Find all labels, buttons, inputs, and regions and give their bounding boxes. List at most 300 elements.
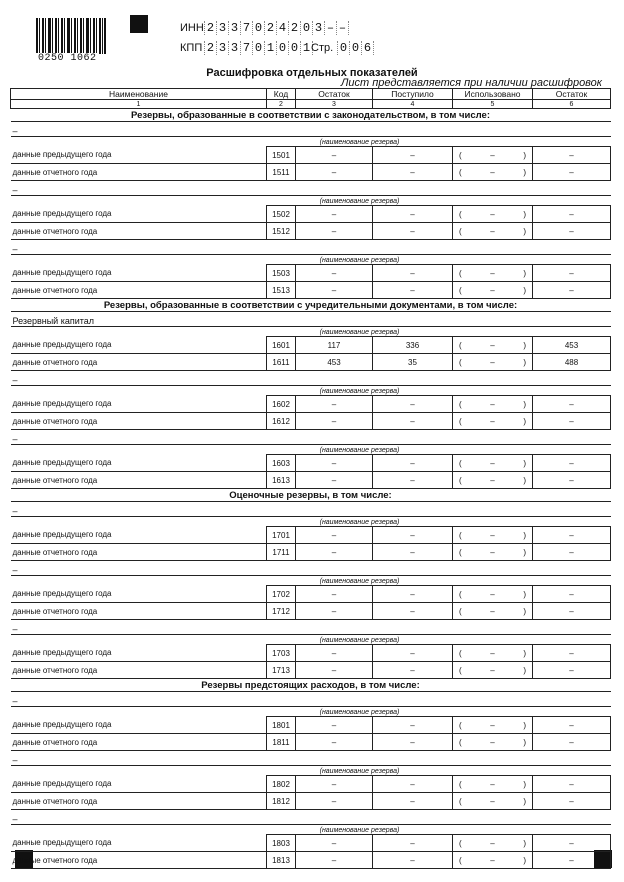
row-label: данные отчетного года — [11, 164, 267, 181]
table-row — [11, 776, 611, 793]
row-code: 1701 — [267, 527, 296, 544]
opening-balance: – — [296, 717, 373, 734]
closing-balance: – — [533, 164, 611, 181]
received-amount: 35 — [373, 354, 453, 371]
row-label: данные отчетного года — [11, 852, 267, 869]
digit-cell: 0 — [349, 41, 361, 55]
reserve-name-row — [11, 620, 611, 635]
paren-close: ) — [523, 150, 526, 160]
reserve-caption-row — [11, 255, 611, 265]
table-row — [11, 852, 611, 869]
reserve-name-row — [11, 751, 611, 766]
paren-close: ) — [523, 838, 526, 848]
row-label: данные предыдущего года — [11, 835, 267, 852]
reserve-caption: (наименование резерва) — [267, 386, 453, 396]
used-amount: – — [490, 357, 495, 367]
paren-close: ) — [523, 416, 526, 426]
digit-cell: 3 — [216, 21, 228, 35]
reserve-name-row — [11, 181, 611, 196]
closing-balance: – — [533, 734, 611, 751]
table-column-numbers — [11, 100, 611, 109]
opening-balance: – — [296, 776, 373, 793]
paren-close: ) — [523, 530, 526, 540]
row-label: данные отчетного года — [11, 223, 267, 240]
row-code: 1503 — [267, 265, 296, 282]
section-title-row — [11, 489, 611, 502]
paren-close: ) — [523, 285, 526, 295]
paren-open: ( — [459, 606, 462, 616]
caption-spacer — [453, 445, 611, 455]
digit-cell: 3 — [228, 21, 240, 35]
registration-mark-top — [130, 15, 148, 33]
reserve-name-row — [11, 561, 611, 576]
digit-cell: 7 — [240, 21, 252, 35]
reserve-caption: (наименование резерва) — [267, 825, 453, 835]
paren-close: ) — [523, 796, 526, 806]
opening-balance: – — [296, 527, 373, 544]
caption-spacer — [453, 825, 611, 835]
closing-balance: – — [533, 147, 611, 164]
paren-close: ) — [523, 357, 526, 367]
row-label: данные отчетного года — [11, 282, 267, 299]
digit-cell: 7 — [240, 41, 252, 55]
section-title: Резервы, образованные в соответствии с законодательством, в том числе: — [11, 109, 611, 122]
digit-cell: 2 — [288, 21, 300, 35]
caption-spacer — [11, 635, 267, 645]
used-amount: – — [490, 340, 495, 350]
paren-open: ( — [459, 167, 462, 177]
paren-close: ) — [523, 779, 526, 789]
reserve-name-row — [11, 371, 611, 386]
received-amount: – — [373, 527, 453, 544]
paren-open: ( — [459, 226, 462, 236]
received-amount: 336 — [373, 337, 453, 354]
received-amount: – — [373, 734, 453, 751]
digit-cell: – — [336, 21, 349, 35]
row-code: 1702 — [267, 586, 296, 603]
received-amount: – — [373, 852, 453, 869]
table-row — [11, 265, 611, 282]
reserve-name: – — [11, 561, 611, 576]
closing-balance: – — [533, 717, 611, 734]
closing-balance: – — [533, 835, 611, 852]
opening-balance: – — [296, 586, 373, 603]
table-row — [11, 662, 611, 679]
paren-close: ) — [523, 855, 526, 865]
paren-close: ) — [523, 720, 526, 730]
reserve-caption-row — [11, 196, 611, 206]
paren-close: ) — [523, 589, 526, 599]
used-amount-cell — [453, 717, 533, 734]
used-amount: – — [490, 530, 495, 540]
used-amount-cell — [453, 472, 533, 489]
closing-balance: – — [533, 544, 611, 561]
row-code: 1803 — [267, 835, 296, 852]
received-amount: – — [373, 455, 453, 472]
row-label: данные предыдущего года — [11, 776, 267, 793]
used-amount-cell — [453, 354, 533, 371]
caption-spacer — [11, 255, 267, 265]
paren-close: ) — [523, 226, 526, 236]
row-label: данные отчетного года — [11, 662, 267, 679]
table-row — [11, 603, 611, 620]
paren-open: ( — [459, 268, 462, 278]
received-amount: – — [373, 835, 453, 852]
digit-cell: – — [324, 21, 336, 35]
row-code: 1613 — [267, 472, 296, 489]
used-amount: – — [490, 737, 495, 747]
opening-balance: – — [296, 147, 373, 164]
row-code: 1511 — [267, 164, 296, 181]
opening-balance: – — [296, 396, 373, 413]
closing-balance: – — [533, 472, 611, 489]
used-amount-cell — [453, 544, 533, 561]
closing-balance: – — [533, 852, 611, 869]
reserve-name: – — [11, 371, 611, 386]
row-code: 1711 — [267, 544, 296, 561]
reserve-name: – — [11, 502, 611, 517]
received-amount: – — [373, 164, 453, 181]
used-amount: – — [490, 209, 495, 219]
paren-open: ( — [459, 838, 462, 848]
row-code: 1802 — [267, 776, 296, 793]
row-code: 1612 — [267, 413, 296, 430]
row-label: данные предыдущего года — [11, 265, 267, 282]
paren-open: ( — [459, 357, 462, 367]
opening-balance: – — [296, 662, 373, 679]
paren-open: ( — [459, 416, 462, 426]
row-label: данные предыдущего года — [11, 455, 267, 472]
row-label: данные отчетного года — [11, 544, 267, 561]
used-amount-cell — [453, 396, 533, 413]
col-header-received: Поступило — [373, 89, 453, 100]
row-code: 1712 — [267, 603, 296, 620]
reserve-caption: (наименование резерва) — [267, 766, 453, 776]
row-code: 1812 — [267, 793, 296, 810]
closing-balance: – — [533, 645, 611, 662]
caption-spacer — [453, 766, 611, 776]
section-title-row — [11, 679, 611, 692]
used-amount: – — [490, 589, 495, 599]
used-amount-cell — [453, 455, 533, 472]
digit-cell: 1 — [264, 41, 276, 55]
used-amount: – — [490, 475, 495, 485]
table-row — [11, 455, 611, 472]
reserve-caption-row — [11, 707, 611, 717]
col-header-code: Код — [267, 89, 296, 100]
row-label: данные предыдущего года — [11, 717, 267, 734]
digit-cell: 0 — [276, 41, 288, 55]
opening-balance: – — [296, 413, 373, 430]
page-number-digits — [337, 41, 374, 55]
col-header-opening: Остаток — [296, 89, 373, 100]
table-row — [11, 164, 611, 181]
reserve-caption-row — [11, 327, 611, 337]
closing-balance: – — [533, 455, 611, 472]
inn-digits — [204, 21, 349, 35]
caption-spacer — [453, 196, 611, 206]
row-code: 1611 — [267, 354, 296, 371]
table-row — [11, 396, 611, 413]
row-code: 1811 — [267, 734, 296, 751]
caption-spacer — [11, 327, 267, 337]
closing-balance: – — [533, 793, 611, 810]
used-amount-cell — [453, 852, 533, 869]
row-label: данные предыдущего года — [11, 206, 267, 223]
opening-balance: 453 — [296, 354, 373, 371]
used-amount-cell — [453, 282, 533, 299]
used-amount: – — [490, 416, 495, 426]
received-amount: – — [373, 413, 453, 430]
section-title-row — [11, 109, 611, 122]
row-code: 1603 — [267, 455, 296, 472]
paren-open: ( — [459, 665, 462, 675]
used-amount: – — [490, 547, 495, 557]
reserve-caption: (наименование резерва) — [267, 445, 453, 455]
used-amount-cell — [453, 793, 533, 810]
barcode — [36, 18, 106, 56]
caption-spacer — [453, 137, 611, 147]
table-row — [11, 223, 611, 240]
used-amount: – — [490, 855, 495, 865]
reserves-table — [10, 88, 611, 869]
opening-balance: – — [296, 455, 373, 472]
used-amount-cell — [453, 265, 533, 282]
digit-cell: 1 — [300, 41, 313, 55]
col-number: 3 — [296, 100, 373, 109]
used-amount-cell — [453, 337, 533, 354]
used-amount: – — [490, 648, 495, 658]
paren-open: ( — [459, 796, 462, 806]
closing-balance: – — [533, 206, 611, 223]
reserve-name-row — [11, 502, 611, 517]
caption-spacer — [453, 707, 611, 717]
used-amount: – — [490, 399, 495, 409]
used-amount-cell — [453, 413, 533, 430]
section-title: Оценочные резервы, в том числе: — [11, 489, 611, 502]
row-code: 1502 — [267, 206, 296, 223]
table-row — [11, 206, 611, 223]
closing-balance: – — [533, 662, 611, 679]
used-amount-cell — [453, 223, 533, 240]
row-label: данные отчетного года — [11, 734, 267, 751]
paren-open: ( — [459, 779, 462, 789]
page-subtitle: Лист представляется при наличии расшифровок — [340, 77, 602, 89]
table-row — [11, 472, 611, 489]
inn-label: ИНН — [180, 22, 204, 34]
closing-balance: – — [533, 527, 611, 544]
reserve-caption: (наименование резерва) — [267, 576, 453, 586]
reserve-name: Резервный капитал — [11, 312, 611, 327]
row-code: 1602 — [267, 396, 296, 413]
closing-balance: – — [533, 586, 611, 603]
row-label: данные отчетного года — [11, 603, 267, 620]
row-label: данные предыдущего года — [11, 337, 267, 354]
row-code: 1703 — [267, 645, 296, 662]
row-code: 1513 — [267, 282, 296, 299]
closing-balance: – — [533, 223, 611, 240]
digit-cell: 0 — [252, 41, 264, 55]
used-amount: – — [490, 720, 495, 730]
opening-balance: 117 — [296, 337, 373, 354]
kpp-label: КПП — [180, 42, 203, 54]
digit-cell: 3 — [216, 41, 228, 55]
table-row — [11, 413, 611, 430]
used-amount-cell — [453, 164, 533, 181]
used-amount: – — [490, 285, 495, 295]
table-row — [11, 586, 611, 603]
reserve-name-row — [11, 810, 611, 825]
digit-cell: 2 — [204, 41, 216, 55]
reserve-caption: (наименование резерва) — [267, 635, 453, 645]
table-row — [11, 734, 611, 751]
digit-cell: 3 — [312, 21, 324, 35]
reserve-caption: (наименование резерва) — [267, 255, 453, 265]
col-header-used: Использовано — [453, 89, 533, 100]
paren-open: ( — [459, 720, 462, 730]
opening-balance: – — [296, 282, 373, 299]
digit-cell: 3 — [228, 41, 240, 55]
reserve-name: – — [11, 810, 611, 825]
barcode-number: 0250 1062 — [38, 53, 97, 64]
opening-balance: – — [296, 206, 373, 223]
received-amount: – — [373, 147, 453, 164]
opening-balance: – — [296, 852, 373, 869]
row-code: 1713 — [267, 662, 296, 679]
reserve-name: – — [11, 181, 611, 196]
paren-close: ) — [523, 606, 526, 616]
digit-cell: 2 — [264, 21, 276, 35]
table-row — [11, 282, 611, 299]
caption-spacer — [11, 196, 267, 206]
paren-open: ( — [459, 737, 462, 747]
page-title: Расшифровка отдельных показателей — [206, 67, 418, 79]
row-code: 1501 — [267, 147, 296, 164]
used-amount: – — [490, 606, 495, 616]
caption-spacer — [11, 445, 267, 455]
received-amount: – — [373, 603, 453, 620]
caption-spacer — [11, 707, 267, 717]
opening-balance: – — [296, 265, 373, 282]
used-amount-cell — [453, 776, 533, 793]
digit-cell: 0 — [252, 21, 264, 35]
paren-close: ) — [523, 648, 526, 658]
reserve-name: – — [11, 430, 611, 445]
digit-cell: 6 — [361, 41, 374, 55]
section-title: Резервы предстоящих расходов, в том числе: — [11, 679, 611, 692]
reserve-caption-row — [11, 137, 611, 147]
paren-close: ) — [523, 547, 526, 557]
reserve-name: – — [11, 751, 611, 766]
closing-balance: – — [533, 396, 611, 413]
col-number: 5 — [453, 100, 533, 109]
used-amount: – — [490, 665, 495, 675]
opening-balance: – — [296, 223, 373, 240]
opening-balance: – — [296, 793, 373, 810]
reserve-name: – — [11, 692, 611, 707]
paren-close: ) — [523, 399, 526, 409]
used-amount: – — [490, 838, 495, 848]
paren-close: ) — [523, 475, 526, 485]
table-row — [11, 544, 611, 561]
caption-spacer — [11, 576, 267, 586]
paren-close: ) — [523, 209, 526, 219]
caption-spacer — [11, 386, 267, 396]
used-amount-cell — [453, 662, 533, 679]
reserve-name-row — [11, 312, 611, 327]
closing-balance: – — [533, 265, 611, 282]
paren-close: ) — [523, 167, 526, 177]
closing-balance: 453 — [533, 337, 611, 354]
paren-open: ( — [459, 589, 462, 599]
table-header-row — [11, 89, 611, 100]
reserve-name: – — [11, 620, 611, 635]
paren-open: ( — [459, 458, 462, 468]
closing-balance: – — [533, 282, 611, 299]
opening-balance: – — [296, 164, 373, 181]
caption-spacer — [11, 825, 267, 835]
digit-cell: 0 — [288, 41, 300, 55]
paren-close: ) — [523, 268, 526, 278]
section-title-row — [11, 299, 611, 312]
used-amount: – — [490, 779, 495, 789]
used-amount: – — [490, 226, 495, 236]
reserve-caption-row — [11, 517, 611, 527]
received-amount: – — [373, 544, 453, 561]
section-title: Резервы, образованные в соответствии с учредительными документами, в том числе: — [11, 299, 611, 312]
used-amount-cell — [453, 527, 533, 544]
received-amount: – — [373, 645, 453, 662]
used-amount-cell — [453, 603, 533, 620]
opening-balance: – — [296, 472, 373, 489]
reserve-caption: (наименование резерва) — [267, 707, 453, 717]
row-code: 1801 — [267, 717, 296, 734]
caption-spacer — [11, 766, 267, 776]
paren-open: ( — [459, 648, 462, 658]
paren-open: ( — [459, 285, 462, 295]
used-amount-cell — [453, 147, 533, 164]
row-code: 1813 — [267, 852, 296, 869]
used-amount-cell — [453, 835, 533, 852]
received-amount: – — [373, 265, 453, 282]
col-number: 1 — [11, 100, 267, 109]
paren-open: ( — [459, 399, 462, 409]
paren-open: ( — [459, 475, 462, 485]
reserve-caption-row — [11, 825, 611, 835]
closing-balance: – — [533, 776, 611, 793]
paren-close: ) — [523, 340, 526, 350]
used-amount-cell — [453, 645, 533, 662]
used-amount: – — [490, 458, 495, 468]
col-header-closing: Остаток — [533, 89, 611, 100]
col-number: 2 — [267, 100, 296, 109]
reserve-caption-row — [11, 766, 611, 776]
digit-cell: 0 — [300, 21, 312, 35]
kpp-digits — [204, 41, 313, 55]
reserve-caption: (наименование резерва) — [267, 196, 453, 206]
received-amount: – — [373, 662, 453, 679]
used-amount-cell — [453, 734, 533, 751]
received-amount: – — [373, 793, 453, 810]
row-label: данные предыдущего года — [11, 396, 267, 413]
caption-spacer — [453, 576, 611, 586]
received-amount: – — [373, 776, 453, 793]
opening-balance: – — [296, 734, 373, 751]
reserve-caption: (наименование резерва) — [267, 137, 453, 147]
opening-balance: – — [296, 544, 373, 561]
used-amount-cell — [453, 586, 533, 603]
opening-balance: – — [296, 645, 373, 662]
